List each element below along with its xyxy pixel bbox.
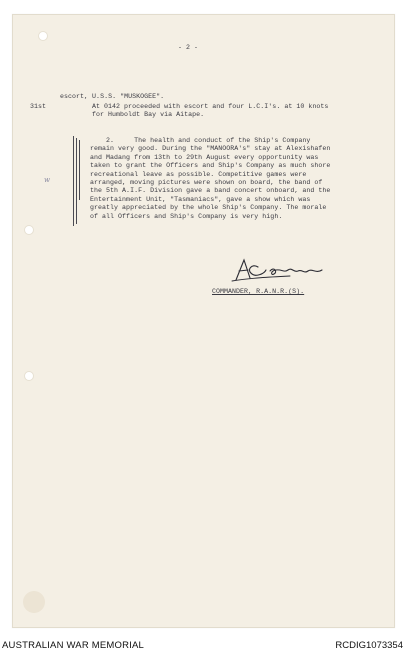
entry-line: At 0142 proceeded with escort and four L.C.I's. at 10 knots	[92, 103, 329, 110]
archive-footer	[0, 636, 408, 654]
paragraph-line: arranged, moving pictures were shown on board, the band of	[90, 179, 323, 187]
punch-hole-middle	[24, 225, 34, 235]
signature-rank: COMMANDER, R.A.N.R.(S).	[212, 288, 305, 295]
punch-hole-top	[38, 31, 48, 41]
punch-hole-lower	[24, 371, 34, 381]
paragraph-line: 2. The health and conduct of the Ship's Company	[90, 137, 311, 144]
paragraph-line: taken to grant the Officers and Ship's Company as much shore	[90, 162, 331, 170]
handwritten-signature	[230, 254, 350, 284]
paper-stain	[23, 591, 45, 613]
paragraph-line: recreational leave as possible. Competitive games were	[90, 170, 307, 178]
pencil-annotation: w	[44, 176, 50, 184]
paragraph-line: greatly appreciated by the whole Ship's Company. The morale	[90, 204, 327, 212]
margin-line	[79, 140, 80, 200]
margin-line	[73, 136, 74, 226]
entry-text	[92, 103, 328, 120]
continuation-line: escort, U.S.S. "MUSKOGEE".	[60, 93, 165, 100]
page-number: - 2 -	[178, 44, 199, 51]
record-id: RCDIG1073354	[335, 640, 403, 651]
margin-line	[76, 138, 77, 224]
paragraph-line: and Madang from 13th to 29th August every opportunity was	[90, 153, 319, 161]
health-paragraph	[90, 137, 330, 221]
paragraph-line: the 5th A.I.F. Division gave a band concert onboard, and the	[90, 187, 331, 195]
institution-name: AUSTRALIAN WAR MEMORIAL	[2, 640, 145, 651]
paragraph-line: of all Officers and Ship's Company is very high.	[90, 212, 283, 220]
paragraph-line: remain very good. During the "MANOORA's" stay at Alexishafen	[90, 145, 331, 153]
paragraph-line: Entertainment Unit, "Tasmaniacs", gave a show which was	[90, 195, 311, 203]
entry-line: for Humboldt Bay via Aitape.	[92, 111, 205, 119]
entry-date: 31st	[30, 103, 47, 110]
